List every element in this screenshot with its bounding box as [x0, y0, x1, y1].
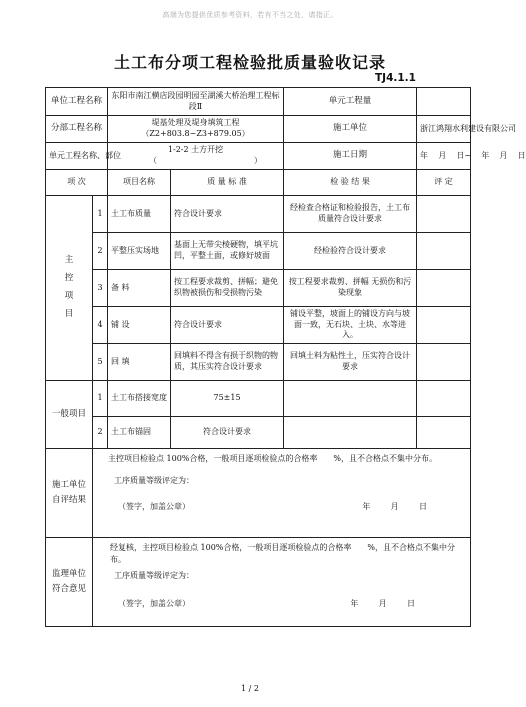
item-no: 5	[93, 344, 108, 381]
col-standard: 质 量 标 准	[171, 170, 284, 196]
unit-project-label: 单位工程名称	[46, 88, 108, 116]
item-grade	[417, 307, 471, 344]
self-eval-label-line2: 自评结果	[51, 495, 86, 505]
date-year-1: 年	[420, 150, 429, 160]
item-standard: 75±15	[171, 381, 284, 417]
self-eval-day: 日	[419, 502, 428, 511]
col-item-order: 项 次	[46, 170, 108, 196]
acceptance-record-table	[45, 87, 526, 627]
sub-project-label: 分部工程名称	[46, 116, 108, 143]
page-number: 1 / 2	[241, 684, 259, 693]
unit-quantity-label: 单元工程量	[284, 88, 417, 116]
general-items-label: 一般项目	[46, 381, 93, 449]
construction-unit-value: 浙江鸿翔水利建设有限公司	[417, 116, 471, 143]
item-no: 2	[93, 233, 108, 270]
date-month-1: 月	[438, 150, 447, 160]
item-no: 1	[93, 196, 108, 233]
main-label-char: 目	[64, 308, 74, 319]
item-name: 土工布搭接宽度	[108, 381, 171, 417]
self-eval-content	[93, 449, 471, 538]
self-eval-date	[362, 501, 447, 513]
item-standard: 基面上无带尖棱硬物，填平坑凹，平整土面，或修好坡面	[171, 233, 284, 270]
item-name: 回 填	[108, 344, 171, 381]
item-grade	[417, 233, 471, 270]
table-row	[46, 233, 471, 270]
col-result: 检 验 结 果	[284, 170, 417, 196]
item-result: 按工程要求裁剪、拼幅 无损伤和污染现象	[284, 270, 417, 307]
item-grade	[417, 270, 471, 307]
table-row	[46, 270, 471, 307]
element-paren-close: ）	[254, 156, 263, 165]
item-result: 铺设平整，坡面上的铺设方向与坡面一致，无石块、土块、水等进入。	[284, 307, 417, 344]
main-label-char: 主	[64, 255, 74, 266]
item-name: 铺 设	[108, 307, 171, 344]
item-standard: 符合设计要求	[171, 196, 284, 233]
unit-quantity-value	[417, 88, 471, 116]
date-year-2: 年	[481, 150, 490, 160]
col-grade: 评 定	[417, 170, 471, 196]
supervision-month: 月	[378, 599, 387, 608]
date-month-2: 月	[499, 150, 508, 160]
item-standard: 符合设计要求	[171, 417, 284, 449]
main-label-char: 控	[64, 273, 74, 284]
main-items-label	[46, 196, 93, 381]
element-name-line1: 1-2-2 土方开挖	[167, 145, 224, 155]
item-grade	[417, 344, 471, 381]
item-result	[284, 381, 417, 417]
table-row	[46, 381, 471, 417]
table-row	[46, 307, 471, 344]
item-no: 1	[93, 381, 108, 417]
main-label-char: 项	[64, 291, 74, 301]
item-result: 经检查合格证和检验报告，土工布质量符合设计要求	[284, 196, 417, 233]
item-standard: 按工程要求裁剪、拼幅；避免织物被损伤和受损物污染	[171, 270, 284, 307]
item-no: 4	[93, 307, 108, 344]
construction-unit-label: 施工单位	[284, 116, 417, 143]
self-eval-grade-line: 工序质量等级评定为：	[114, 476, 194, 485]
item-no: 2	[93, 417, 108, 449]
supervision-date	[350, 598, 447, 610]
item-no: 3	[93, 270, 108, 307]
supervision-day: 日	[407, 599, 416, 608]
date-day-2: 日	[517, 150, 526, 160]
element-paren-open: （	[149, 156, 158, 165]
table-row	[46, 196, 471, 233]
supervision-label	[46, 538, 93, 627]
self-eval-year: 年	[362, 502, 371, 511]
supervision-label-line1: 监理单位	[51, 568, 86, 579]
item-name: 土工布锚固	[108, 417, 171, 449]
date-value	[417, 143, 526, 170]
self-eval-label-line1: 施工单位	[51, 479, 86, 490]
item-result	[284, 417, 417, 449]
self-eval-signature-line	[96, 501, 467, 513]
self-eval-sign: （签字，加盖公章）	[118, 502, 190, 511]
item-name: 备 料	[108, 270, 171, 307]
self-eval-text: 主控项目检验点 100%合格，一般项目逐项检验点的合格率 %，且不合格点不集中分布。	[108, 454, 438, 463]
item-name: 土工布质量	[108, 196, 171, 233]
item-grade	[417, 381, 471, 417]
sub-project-line2: （Z2+803.8~Z3+879.05）	[141, 129, 250, 138]
sub-project-line1: 堤基处理及堤身填筑工程	[151, 118, 240, 128]
supervision-signature-line	[96, 598, 467, 610]
supervision-label-line2: 符合意见	[51, 584, 86, 594]
element-name-label: 单元工程名称、部位	[46, 143, 108, 170]
supervision-grade-line: 工序质量等级评定为：	[114, 571, 194, 580]
date-day-1: 日~	[456, 150, 472, 160]
date-label: 施工日期	[284, 143, 417, 170]
item-result: 经检验符合设计要求	[284, 233, 417, 270]
form-code: TJ4.1.1	[375, 72, 416, 84]
sub-project-value	[108, 116, 284, 143]
item-standard: 符合设计要求	[171, 307, 284, 344]
supervision-text: 经复核，主控项目检验点 100%合格，一般项目逐项检验点的合格率 %，且不合格点不集中分布。	[110, 543, 456, 564]
item-name: 平整压实场地	[108, 233, 171, 270]
supervision-sign: （签字，加盖公章）	[118, 599, 190, 608]
item-result: 回填土料为粘性土，压实符合设计要求	[284, 344, 417, 381]
unit-project-value: 东阳市南江横店段园明园至湖溪大桥治理工程标段Ⅱ	[108, 88, 284, 116]
element-name-line2	[111, 156, 280, 167]
table-row	[46, 417, 471, 449]
watermark-text: 高端为您提供优质参考资料，若有不当之处，请指正。	[162, 11, 338, 19]
element-name-value	[108, 143, 284, 170]
item-grade	[417, 417, 471, 449]
item-standard: 回填料不得含有损于织物的物质，其压实符合设计要求	[171, 344, 284, 381]
item-grade	[417, 196, 471, 233]
table-row	[46, 344, 471, 381]
self-eval-label	[46, 449, 93, 538]
page-title: 土工布分项工程检验批质量验收记录	[113, 53, 386, 72]
self-eval-month: 月	[390, 502, 399, 511]
supervision-content	[93, 538, 471, 627]
supervision-year: 年	[350, 599, 359, 608]
col-item-name: 项目名称	[108, 170, 171, 196]
